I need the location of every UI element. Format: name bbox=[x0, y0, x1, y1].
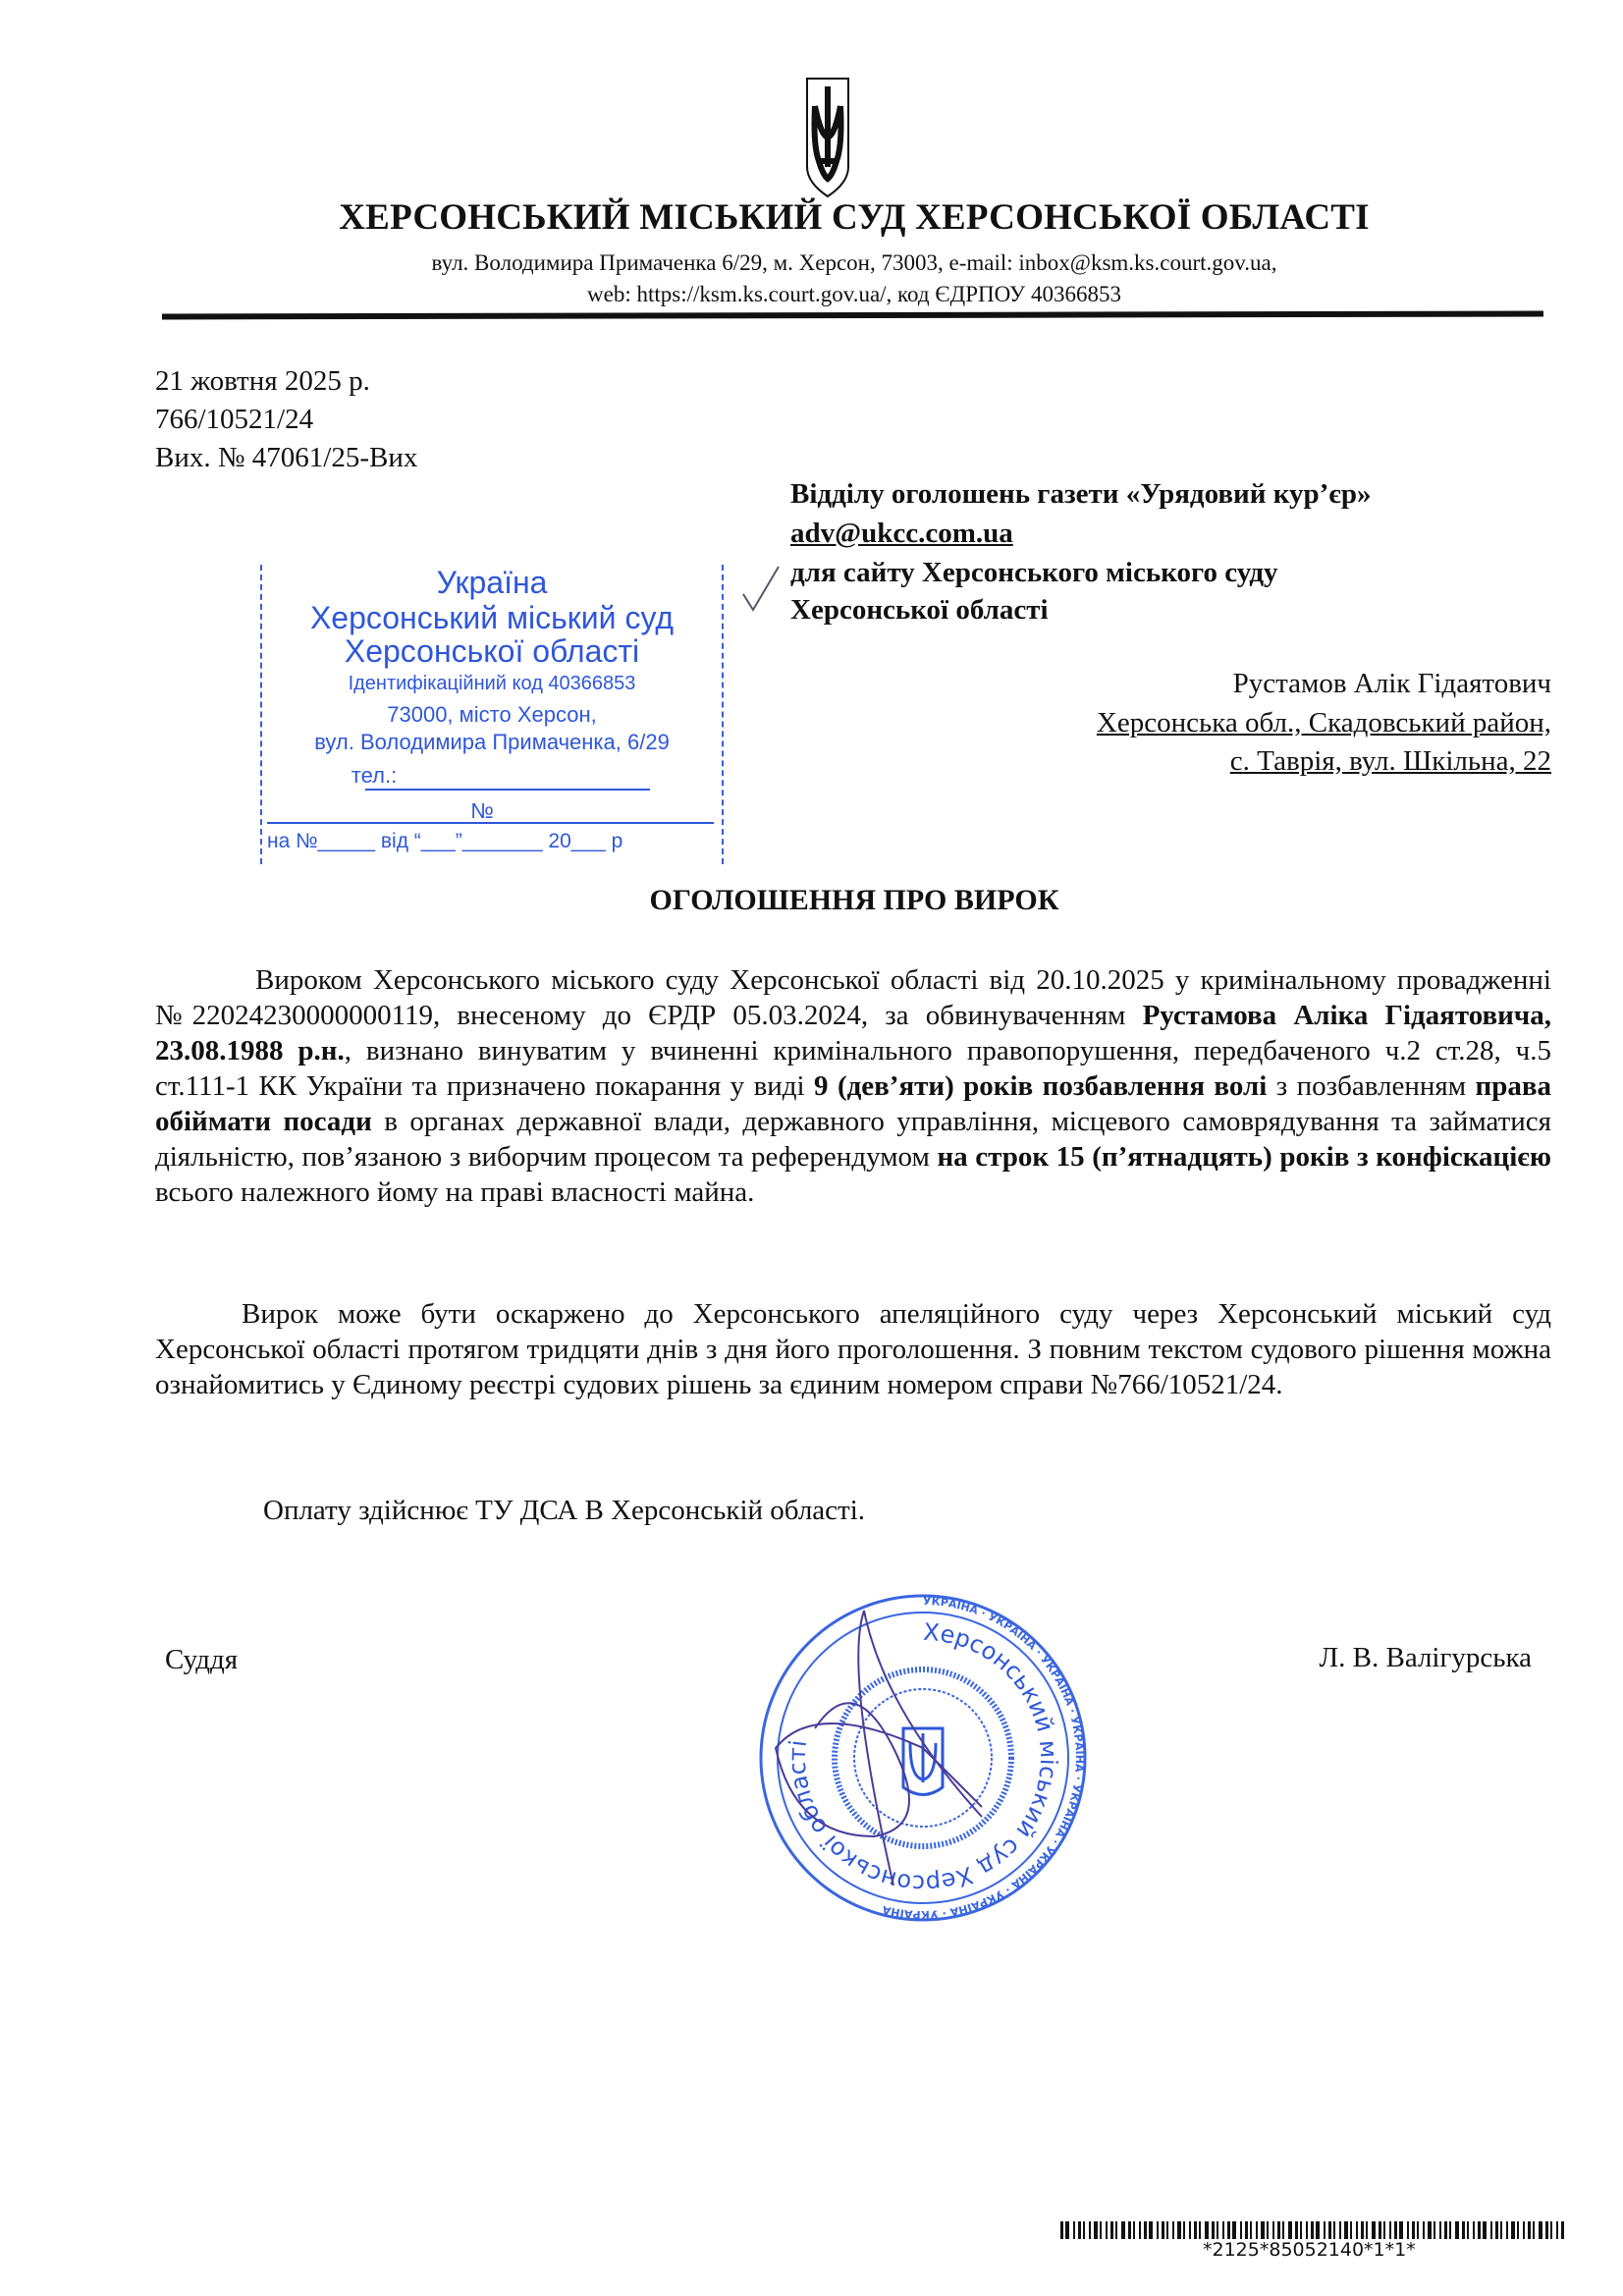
barcode-bar bbox=[1361, 2221, 1364, 2239]
barcode-bar bbox=[1217, 2221, 1218, 2239]
barcode-bar bbox=[1383, 2221, 1385, 2239]
barcode-bar bbox=[1060, 2221, 1063, 2239]
stamp-country: Україна bbox=[436, 565, 548, 600]
seal-ring-text: УКРАЇНА · УКРАЇНА · УКРАЇНА · УКРАЇНА · УКРАЇНА · УКРАЇНА · УКРАЇНА · УКРАЇНА bbox=[881, 1594, 1086, 1922]
barcode-bar bbox=[1166, 2221, 1168, 2239]
barcode-bar bbox=[1490, 2221, 1492, 2239]
barcode-bar bbox=[1455, 2221, 1459, 2239]
barcode-bar bbox=[1394, 2221, 1397, 2239]
barcode-bar bbox=[1407, 2221, 1409, 2239]
barcode-bar bbox=[1550, 2221, 1552, 2239]
barcode-bar bbox=[1423, 2221, 1425, 2239]
barcode-bar bbox=[1467, 2221, 1469, 2239]
verdict-text: в органах державної влади, державного управління, місцевого самоврядування та займатися діяльністю, пов’язаною з виборчим процесом та референдумом bbox=[155, 1106, 1551, 1173]
deprivation-term: на строк 15 (п’ятнадцять) років з конфіскацією bbox=[937, 1141, 1551, 1173]
appeal-paragraph: Вирок може бути оскаржено до Херсонського апеляційного суду через Херсонський міський суд Херсонської області протягом тридцяти днів з дня його проголошення. З повним текстом судового рішення можна ознайомитись у Єдиному реєстрі судових рішень за єдиним номером справи №766/10521/24. bbox=[155, 1298, 1551, 1400]
barcode-bar bbox=[1328, 2221, 1331, 2239]
payment-note: Оплату здійснює ТУ ДСА В Херсонській області. bbox=[263, 1495, 866, 1526]
barcode-bar bbox=[1311, 2221, 1314, 2239]
stamp-reference: на №_____ від “___”_______ 20___ р bbox=[267, 830, 623, 852]
sentence-term: 9 (дев’яти) років позбавлення волі bbox=[814, 1070, 1268, 1102]
barcode-bar bbox=[1316, 2221, 1320, 2239]
court-web: web: https://ksm.ks.court.gov.ua/, код ЄДРПОУ 40366853 bbox=[587, 282, 1121, 306]
barcode-bar bbox=[1556, 2221, 1558, 2239]
barcode-bar bbox=[1473, 2221, 1475, 2239]
checkmark-icon bbox=[741, 565, 781, 614]
addressee-address-2: с. Таврія, вул. Шкільна, 22 bbox=[1229, 745, 1551, 777]
barcode-bar bbox=[1172, 2221, 1174, 2239]
barcode-bar bbox=[1539, 2221, 1542, 2239]
barcode-bar bbox=[1506, 2221, 1508, 2239]
barcode-bar bbox=[1189, 2221, 1191, 2239]
barcode-bar bbox=[1227, 2221, 1230, 2239]
barcode-bar bbox=[1149, 2221, 1153, 2239]
barcode-bar bbox=[1306, 2221, 1308, 2239]
barcode-bar bbox=[1545, 2221, 1548, 2239]
barcode-bar bbox=[1288, 2221, 1292, 2239]
barcode-bar bbox=[1434, 2221, 1435, 2239]
barcode-bar bbox=[1379, 2221, 1381, 2239]
stamp-phone-line bbox=[365, 789, 650, 791]
barcode-bar bbox=[1110, 2221, 1113, 2239]
barcode-bar bbox=[1533, 2221, 1535, 2239]
stamp-id-code: Ідентифікаційний код 40366853 bbox=[348, 673, 636, 694]
verdict-paragraph bbox=[155, 962, 1551, 1210]
barcode-bar bbox=[1295, 2221, 1298, 2239]
barcode-bar bbox=[1261, 2221, 1265, 2239]
incoming-registration-stamp bbox=[260, 565, 724, 864]
barcode-bar bbox=[1495, 2221, 1498, 2239]
case-number: 766/10521/24 bbox=[155, 404, 314, 435]
barcode-bar bbox=[1205, 2221, 1209, 2239]
barcode-bar bbox=[1478, 2221, 1481, 2239]
barcode-bar bbox=[1073, 2221, 1075, 2239]
barcode-bar bbox=[1350, 2221, 1352, 2239]
barcode-bar bbox=[1500, 2221, 1502, 2239]
barcode-bar bbox=[1389, 2221, 1391, 2239]
barcode-bar bbox=[1250, 2221, 1252, 2239]
notice-heading: ОГОЛОШЕННЯ ПРО ВИРОК bbox=[649, 884, 1059, 916]
verdict-text: Вироком Херсонського міського суду Херсонської області від 20.10.2025 у кримінальному провадженні №22024230000000119, внесеному до ЄРДР 05.03.2024, за обвинуваченням bbox=[155, 964, 1551, 1031]
stamp-number-line bbox=[267, 822, 714, 824]
barcode-bar bbox=[1121, 2221, 1125, 2239]
barcode-bar bbox=[1094, 2221, 1098, 2239]
court-seal bbox=[756, 1591, 1090, 1925]
barcode-bar bbox=[1300, 2221, 1302, 2239]
barcode-bar bbox=[1267, 2221, 1269, 2239]
barcode-bar bbox=[1177, 2221, 1181, 2239]
stamp-region: Херсонської області bbox=[344, 633, 640, 669]
header-divider bbox=[162, 311, 1543, 320]
barcode-bar bbox=[1483, 2221, 1487, 2239]
stamp-street: вул. Володимира Примаченка, 6/29 bbox=[314, 730, 670, 754]
recipient-email[interactable]: adv@ukcc.com.ua bbox=[790, 518, 1013, 549]
barcode-bar bbox=[1106, 2221, 1108, 2239]
verdict-text: , визнано винуватим у вчиненні кримінального правопорушення, передбаченого ч.2 ст.28, ч.5 ст.111-1 КК України та призначено покарання у виді bbox=[155, 1035, 1552, 1102]
barcode-bar bbox=[1272, 2221, 1274, 2239]
barcode-bar bbox=[1333, 2221, 1335, 2239]
outgoing-number: Вих. № 47061/25-Вих bbox=[155, 442, 418, 473]
barcode-bar bbox=[1366, 2221, 1368, 2239]
stamp-court: Херсонський міський суд bbox=[309, 600, 675, 635]
barcode-bar bbox=[1133, 2221, 1135, 2239]
stamp-phone-label: тел.: bbox=[351, 763, 398, 788]
stamp-number-label: № bbox=[470, 798, 494, 823]
barcode-bar bbox=[1183, 2221, 1185, 2239]
barcode-bar bbox=[1356, 2221, 1358, 2239]
barcode-bar bbox=[1462, 2221, 1465, 2239]
barcode-bar bbox=[1144, 2221, 1147, 2239]
barcode-bar bbox=[1412, 2221, 1415, 2239]
court-name: ХЕРСОНСЬКИЙ МІСЬКИЙ СУД ХЕРСОНСЬКОЇ ОБЛАСТІ bbox=[339, 197, 1370, 238]
recipient-region: Херсонської області bbox=[790, 594, 1049, 626]
addressee-address-1: Херсонська обл., Скадовський район, bbox=[1096, 707, 1551, 738]
barcode-bar bbox=[1162, 2221, 1164, 2239]
barcode-bar bbox=[1232, 2221, 1236, 2239]
barcode-bar bbox=[1444, 2221, 1447, 2239]
barcode-number: *2125*85052140*1*1* bbox=[1203, 2239, 1416, 2261]
stamp-city: 73000, місто Херсон, bbox=[387, 702, 597, 727]
barcode-bar bbox=[1078, 2221, 1081, 2239]
barcode-bar bbox=[1428, 2221, 1432, 2239]
barcode-bar bbox=[1282, 2221, 1284, 2239]
recipient-department: Відділу оголошень газети «Урядовий кур’єр» bbox=[790, 478, 1372, 510]
court-address: вул. Володимира Примаченка 6/29, м. Херсон, 73003, e-mail: inbox@ksm.ks.court.gov.ua, bbox=[431, 250, 1277, 275]
barcode-bar bbox=[1344, 2221, 1348, 2239]
judge-name: Л. В. Валігурська bbox=[1319, 1642, 1532, 1673]
barcode-bar bbox=[1528, 2221, 1531, 2239]
barcode-bar bbox=[1083, 2221, 1085, 2239]
barcode-bar bbox=[1157, 2221, 1159, 2239]
barcode-bar bbox=[1256, 2221, 1258, 2239]
barcode-bar bbox=[1199, 2221, 1201, 2239]
barcode-bar bbox=[1523, 2221, 1525, 2239]
judge-role: Суддя bbox=[165, 1644, 239, 1675]
barcode-bar bbox=[1561, 2221, 1564, 2239]
verdict-text: з позбавленням bbox=[1267, 1070, 1476, 1102]
barcode-bar bbox=[1324, 2221, 1325, 2239]
seal-outer-text: Херсонський міський суд Херсонської області bbox=[783, 1617, 1063, 1898]
defendant-name: Рустамова Аліка Гідаятовича, 23.08.1988 р.н. bbox=[155, 1000, 1551, 1066]
barcode-bar bbox=[1339, 2221, 1341, 2239]
barcode-bar bbox=[1399, 2221, 1403, 2239]
barcode-bar bbox=[1517, 2221, 1519, 2239]
verdict-text: всього належного йому на праві власності майна. bbox=[155, 1176, 755, 1208]
barcode-bar bbox=[1115, 2221, 1117, 2239]
barcode-bar bbox=[1194, 2221, 1197, 2239]
recipient-site: для сайту Херсонського міського суду bbox=[790, 557, 1278, 588]
deprivation-right: права обіймати посади bbox=[155, 1070, 1552, 1137]
coat-of-arms-icon bbox=[805, 77, 850, 198]
barcode-bar bbox=[1139, 2221, 1141, 2239]
barcode-bar bbox=[1240, 2221, 1242, 2239]
barcode-bar bbox=[1439, 2221, 1441, 2239]
barcode-bar bbox=[1417, 2221, 1419, 2239]
barcode-bar bbox=[1449, 2221, 1451, 2239]
barcode-bar bbox=[1222, 2221, 1224, 2239]
barcode-bar bbox=[1245, 2221, 1248, 2239]
barcode bbox=[1060, 2221, 1566, 2239]
barcode-bar bbox=[1100, 2221, 1102, 2239]
barcode-bar bbox=[1065, 2221, 1069, 2239]
barcode-bar bbox=[1372, 2221, 1376, 2239]
barcode-bar bbox=[1089, 2221, 1091, 2239]
barcode-bar bbox=[1212, 2221, 1215, 2239]
barcode-bar bbox=[1511, 2221, 1515, 2239]
addressee-name: Рустамов Алік Гідаятович bbox=[1232, 668, 1551, 699]
document-date: 21 жовтня 2025 р. bbox=[155, 365, 370, 397]
barcode-bar bbox=[1128, 2221, 1131, 2239]
barcode-bar bbox=[1277, 2221, 1280, 2239]
